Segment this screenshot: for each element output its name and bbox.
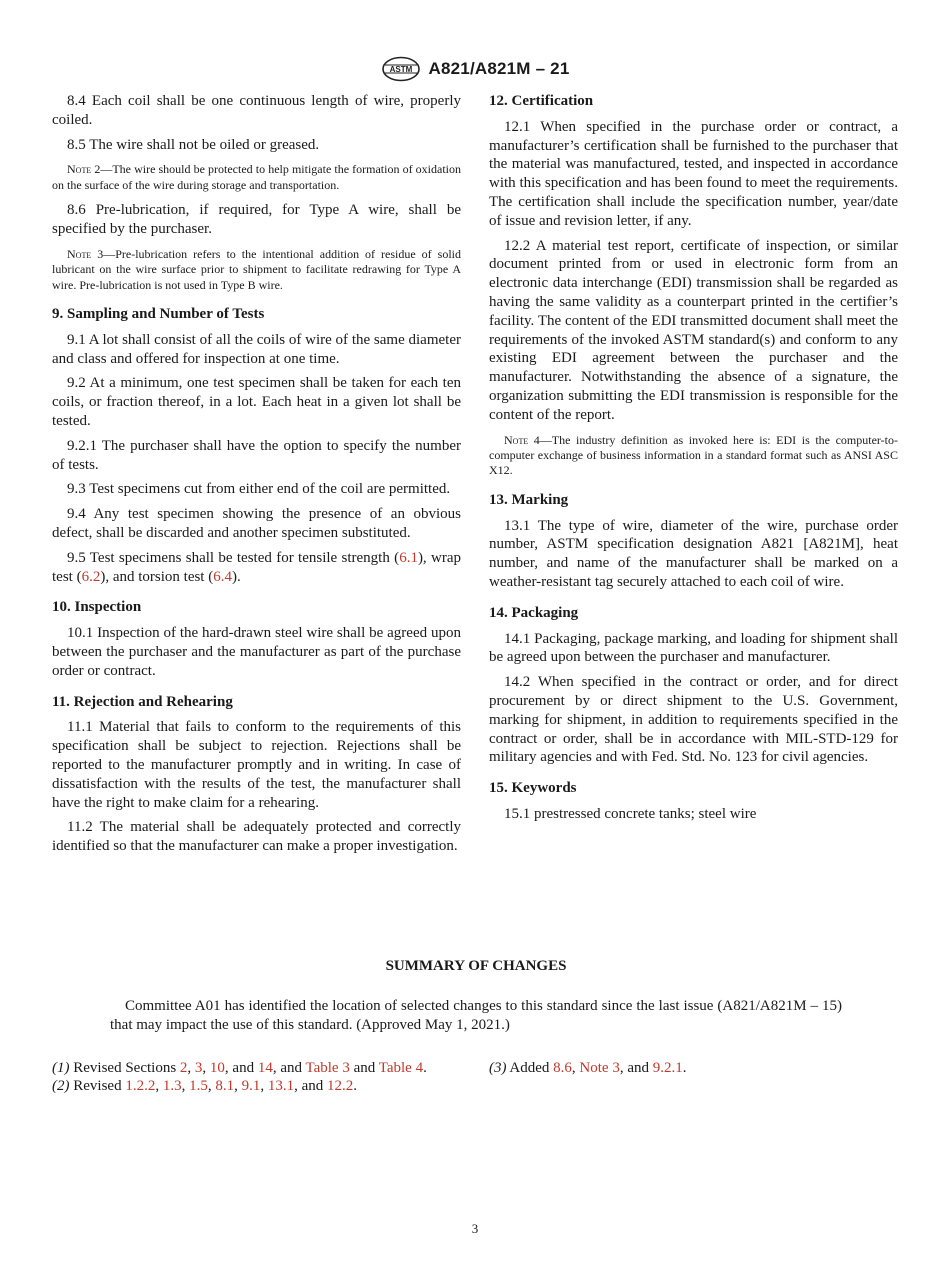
summary-intro: Committee A01 has identified the location of selected changes to this standard since the last issue (A821/A821M – 15) that may impact the use of this standard. (Approved May 1, 2021.) [110,998,842,1033]
text-run: , and [619,1059,653,1076]
text-run: and [349,1059,379,1076]
text-run: , [260,1078,268,1095]
note-text: 3—Pre-lubrication refers to the intentional addition of residue of solid lubricant on the wire surface prior to shipment to facilitate redrawing for Type A wire. Pre-lubrication is not used in Type B wire. [52,246,461,292]
text-run: , [155,1078,163,1095]
link-1-5[interactable]: 1.5 [189,1078,208,1095]
change-list [52,1059,900,1097]
text-run: ), wrap test ( [52,549,462,585]
item-number: (3) [489,1059,507,1076]
page-number: 3 [471,1221,479,1236]
para-12-2: 12.2 A material test report, certificate of inspection, or similar document printed from or used in electronic form from an electronic data interchange (EDI) transmission shall be regarded as having the same validity as a counterpart printed in the certifier’s facility. The content of the EDI transmitted document shall meet the requirements of the invoked ASTM standard(s) and conform to any existing EDI agreement between the purchaser and the manufacturer. Notwithstanding the absence of a signature, the organization submitting the EDI transmission is responsible for the content of the report. [489,237,898,423]
para-11-1: 11.1 Material that fails to conform to the requirements of this specification shall be subject to rejection. Rejections shall be reported to the manufacturer promptly and in writing. In case of dissatisfaction with the results of the test, the manufacturer shall have the right to make claim for a rehearing. [52,719,461,811]
note-label: Note [504,432,529,447]
text-run: Revised Sections [69,1059,180,1076]
page-header [0,56,950,82]
para-9-5 [52,549,461,587]
note-4 [489,433,898,479]
change-item-1 [52,1059,489,1078]
text-run: , [181,1078,190,1095]
link-section-3[interactable]: 3 [194,1059,203,1076]
text-run: . [682,1059,687,1076]
text-run: 9.5 Test specimens shall be tested for tensile strength ( [67,549,400,566]
text-run: , and [272,1059,306,1076]
note-3 [52,247,461,293]
text-run: . [353,1078,357,1095]
text-run: , [202,1059,210,1076]
link-6-4[interactable]: 6.4 [213,568,232,585]
astm-logo-icon [381,56,421,82]
link-section-14[interactable]: 14 [257,1059,273,1076]
para-14-1: 14.1 Packaging, package marking, and loading for shipment shall be agreed upon between the purchaser and manufacturer. [489,630,898,666]
para-9-4: 9.4 Any test specimen showing the presence of an obvious defect, shall be discarded and another specimen substituted. [52,506,461,541]
para-15-1: 15.1 prestressed concrete tanks; steel wire [504,805,757,822]
para-13-1: 13.1 The type of wire, diameter of the wire, purchase order number, ASTM specification designation A821 [A821M], heat number, and name of the manufacturer shall be marked on a weather-resistant tag securely attached to each coil of wire. [489,517,898,590]
heading-section-10: 10. Inspection [52,599,142,616]
text-run: ), and torsion test ( [100,568,214,585]
heading-section-11: 11. Rejection and Rehearing [52,693,233,710]
para-9-1: 9.1 A lot shall consist of all the coils of wire of the same diameter and class and offered for inspection at one time. [52,331,461,367]
link-table-3[interactable]: Table 3 [305,1059,350,1076]
text-run: . [423,1059,427,1076]
link-table-4[interactable]: Table 4 [378,1059,424,1076]
para-10-1: 10.1 Inspection of the hard-drawn steel wire shall be agreed upon between the purchaser and the manufacturer as part of the purchase order or contract. [52,625,461,679]
link-note-3[interactable]: Note 3 [579,1059,620,1076]
para-9-3: 9.3 Test specimens cut from either end of the coil are permitted. [67,481,451,498]
text-run: Added [506,1059,554,1076]
para-9-2-1: 9.2.1 The purchaser shall have the option to specify the number of tests. [52,437,461,473]
text-run: , [187,1059,195,1076]
text-run: Revised [69,1078,126,1095]
link-section-10[interactable]: 10 [209,1059,225,1076]
link-9-1[interactable]: 9.1 [241,1078,261,1095]
para-12-1: 12.1 When specified in the purchase order or contract, a manufacturer’s certification shall be furnished to the purchaser that the material was manufactured, tested, and inspected in accordance with this specification and has been found to meet the requirements. The certification shall include the specification number, year/date of issue and revision letter, if any. [489,118,898,229]
link-6-2[interactable]: 6.2 [81,568,101,585]
para-8-6: 8.6 Pre-lubrication, if required, for Type A wire, shall be specified by the purchaser. [52,202,461,237]
summary-title: SUMMARY OF CHANGES [385,958,567,974]
text-run: , [207,1078,216,1095]
link-8-1[interactable]: 8.1 [215,1078,235,1095]
para-11-2: 11.2 The material shall be adequately protected and correctly identified so that the manufacturer can make a proper investigation. [52,819,461,855]
text-run: , and [224,1059,258,1076]
change-item-3 [489,1059,687,1078]
item-number: (2) [52,1078,70,1095]
note-text: 4—The industry definition as invoked here is: EDI is the computer-to-computer exchange of business information in a standard format such as ANSI ASC X12. [489,432,898,478]
link-section-2[interactable]: 2 [179,1059,188,1076]
para-14-2: 14.2 When specified in the contract or order, and for direct procurement by or direct shipment to the U.S. Government, marking for shipment, in addition to requirements specified in the contract or order, shall be in accordance with MIL-STD-129 for military agencies and with Fed. Std. No. 123 for civil agencies. [489,674,898,766]
link-1-2-2[interactable]: 1.2.2 [125,1078,156,1095]
heading-section-12: 12. Certification [489,93,594,109]
text-run: , and [294,1078,327,1095]
link-12-2[interactable]: 12.2 [327,1078,354,1095]
para-8-4: 8.4 Each coil shall be one continuous length of wire, properly coiled. [52,93,461,128]
right-column [489,92,898,830]
heading-section-13: 13. Marking [489,491,569,508]
link-13-1[interactable]: 13.1 [267,1078,295,1095]
para-9-2: 9.2 At a minimum, one test specimen shall be taken for each ten coils, or fraction thereof, in a lot. Each heat in a given lot shall be tested. [52,375,461,429]
text-run: , [234,1078,242,1095]
heading-section-9: 9. Sampling and Number of Tests [52,306,265,323]
summary-of-changes [52,958,900,1096]
standard-designation: A821/A821M – 21 [428,59,570,78]
link-9-2-1[interactable]: 9.2.1 [652,1059,683,1076]
change-item-2 [52,1077,489,1096]
link-8-6[interactable]: 8.6 [553,1059,572,1076]
text-run: , [571,1059,580,1076]
heading-section-15: 15. Keywords [489,780,577,797]
heading-section-14: 14. Packaging [489,604,579,621]
svg-text:ASTM: ASTM [389,64,412,74]
link-1-3[interactable]: 1.3 [162,1078,182,1095]
note-text: 2—The wire should be protected to help mitigate the formation of oxidation on the surface of the wire during storage and transportation. [52,162,461,192]
para-8-5: 8.5 The wire shall not be oiled or greased. [67,136,320,153]
link-6-1[interactable]: 6.1 [399,549,418,566]
note-label: Note [67,246,92,261]
item-number: (1) [52,1059,70,1076]
left-column [52,92,461,862]
note-label: Note [67,162,92,177]
note-2 [52,162,461,193]
text-run: ). [231,568,241,585]
